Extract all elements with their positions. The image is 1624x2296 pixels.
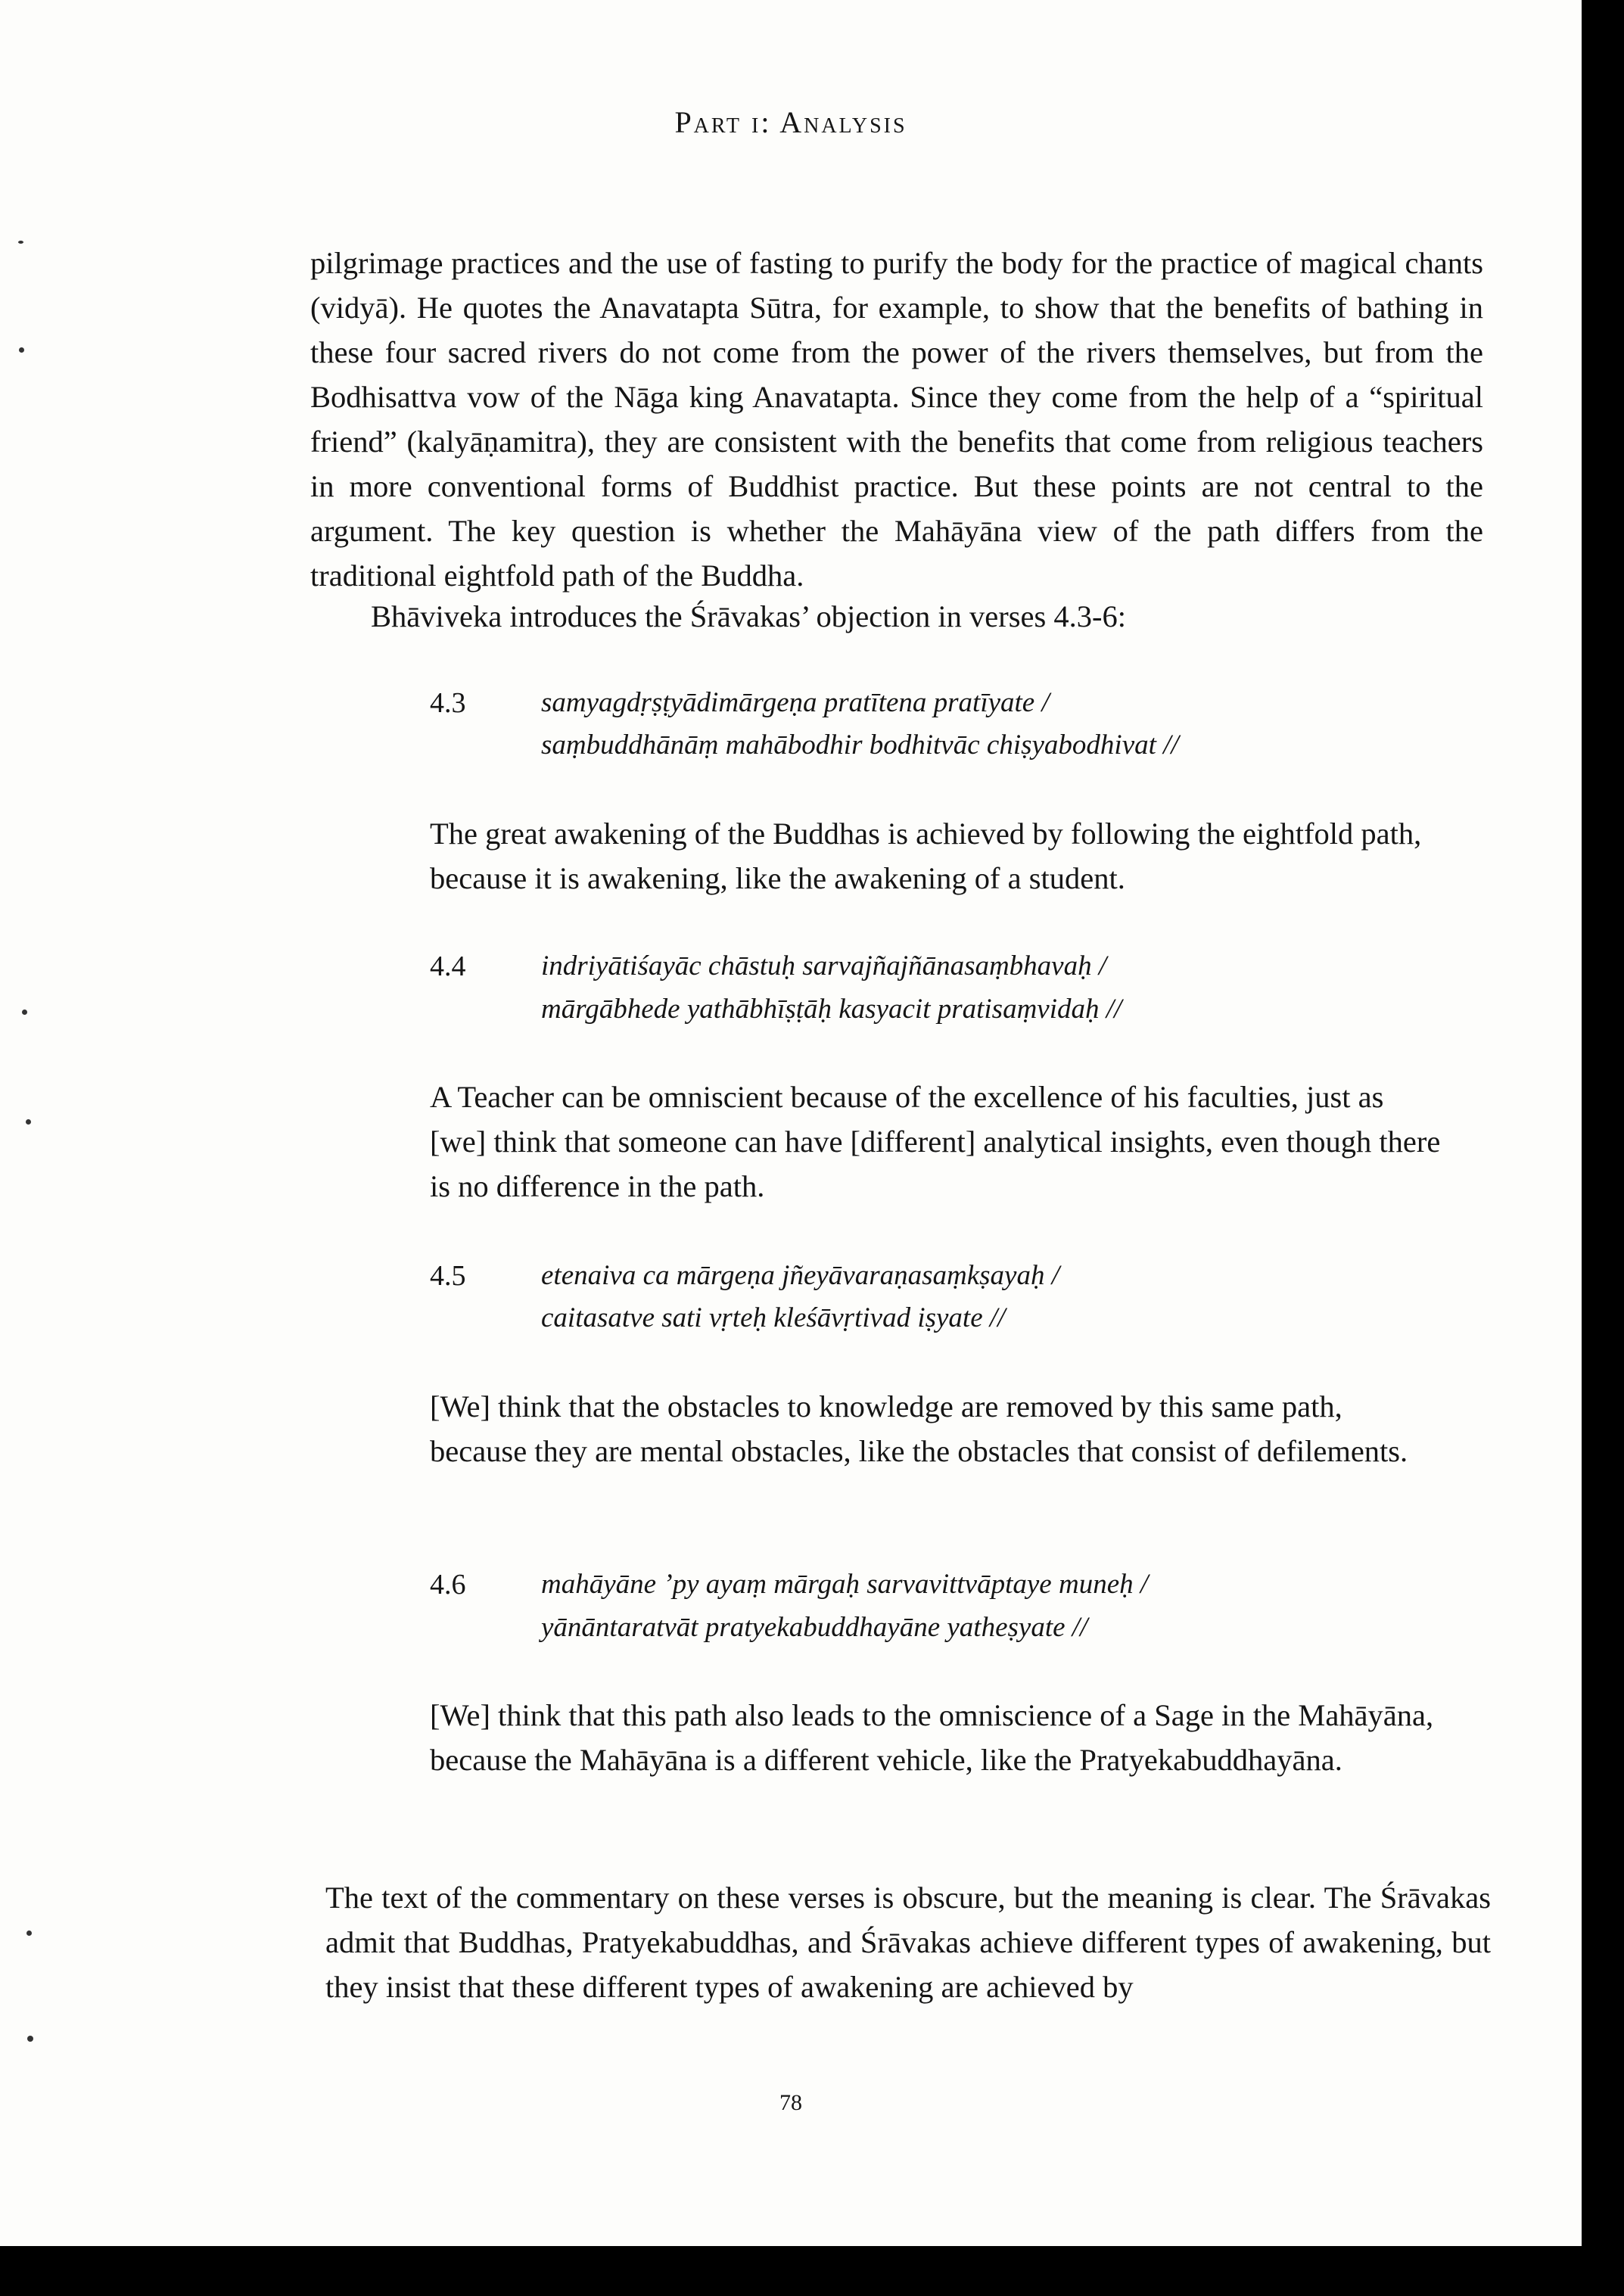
lead-in-paragraph: Bhāviveka introduces the Śrāvakas’ objection in verses 4.3-6:: [371, 599, 1126, 633]
verse-number: 4.5: [430, 1260, 466, 1292]
verse-translation: A Teacher can be omniscient because of the excellence of his faculties, just as [we] think that someone can have [different] analytical insights, even though there is no difference in the path.: [430, 1080, 1441, 1203]
verse-line: mahāyāne ’py ayaṃ mārgaḥ sarvavittvāptaye muneḥ /: [541, 1569, 1149, 1600]
verse-line: mārgābhede yathābhīṣṭāḥ kasyacit pratisaṃvidaḥ //: [541, 994, 1122, 1025]
scan-speck: [27, 2036, 33, 2042]
verse-line: samyagdṛṣṭyādimārgeṇa pratītena pratīyate /: [541, 687, 1050, 718]
closing-paragraph: The text of the commentary on these verses is obscure, but the meaning is clear. The Śrāvakas admit that Buddhas, Pratyekabuddhas, and Śrāvakas achieve different types of awakening, but they insist that these different types of awakening are achieved by: [325, 1881, 1491, 2004]
verse-translation: [We] think that this path also leads to the omniscience of a Sage in the Mahāyāna, because the Mahāyāna is a different vehicle, like the Pratyekabuddhayāna.: [430, 1698, 1434, 1777]
scan-speck: [26, 1930, 32, 1936]
verse-number: 4.6: [430, 1569, 466, 1601]
verse-line: caitasatve sati vṛteḥ kleśāvṛtivad iṣyate //: [541, 1302, 1006, 1333]
verse-line: saṃbuddhānāṃ mahābodhir bodhitvāc chiṣyabodhivat //: [541, 730, 1179, 761]
scan-speck: [22, 1010, 27, 1015]
verse-line: etenaiva ca mārgeṇa jñeyāvaraṇasaṃkṣayaḥ /: [541, 1260, 1060, 1291]
verse-translation: [We] think that the obstacles to knowledge are removed by this same path, because they are mental obstacles, like the obstacles that consist of defilements.: [430, 1389, 1408, 1468]
verse-translation: The great awakening of the Buddhas is achieved by following the eightfold path, because it is awakening, like the awakening of a student.: [430, 817, 1422, 895]
intro-paragraph: pilgrimage practices and the use of fasting to purify the body for the practice of magical chants (vidyā). He quotes the Anavatapta Sūtra, for example, to show that the benefits of bathing in these four sacred rivers do not come from the power of the rivers themselves, but from the Bodhisattva vow of the Nāga king Anavatapta. Since they come from the help of a “spiritual friend” (kalyāṇamitra), they are consistent with the benefits that come from religious teachers in more conventional forms of Buddhist practice. But these points are not central to the argument. The key question is whether the Mahāyāna view of the path differs from the traditional eightfold path of the Buddha.: [310, 246, 1483, 593]
verse-line: indriyātiśayāc chāstuḥ sarvajñajñānasaṃbhavaḥ /: [541, 950, 1107, 982]
page-number: 78: [779, 2090, 802, 2115]
verse-number: 4.4: [430, 950, 466, 982]
running-head: Part i: Analysis: [674, 105, 907, 139]
verse-line: yānāntaratvāt pratyekabuddhayāne yatheṣyate //: [541, 1612, 1088, 1643]
scan-speck: [26, 1119, 31, 1125]
verse-number: 4.3: [430, 687, 466, 719]
scan-speck: [19, 347, 24, 353]
scan-speck: [18, 241, 23, 244]
